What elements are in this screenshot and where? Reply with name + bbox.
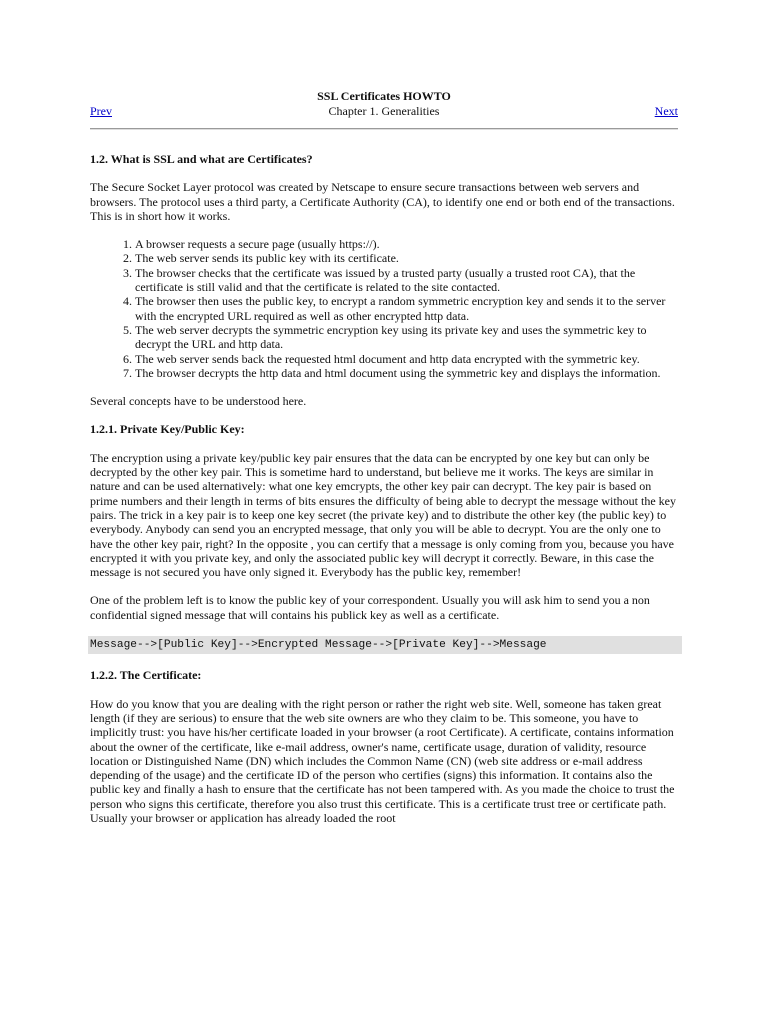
doc-title: SSL Certificates HOWTO — [317, 89, 451, 103]
main-content — [90, 152, 680, 839]
certificate-paragraph: How do you know that you are dealing with the right person or rather the right web site. Well, someone has taken great length (if they are serious) to ensure that the web site owners are who they claim to be. This someone, you have to implicitly trust: you have his/her certificate loaded in your browser (a root Certificate). A certificate, contains information about the owner of the certificate, like e-mail address, owner's name, certificate usage, duration of validity, resource location or Distinguished Name (DN) which includes the Common Name (CN) (web site address or e-mail address depending of the usage) and the certificate ID of the person who certifies (signs) this information. It contains also the public key and finally a hash to ensure that the certificate has not been tampered with. As you made the choice to trust the person who signs this certificate, therefore you also trust this certificate. This is a certificate trust tree or certificate path. Usually your browser or application has already loaded the root — [90, 696, 675, 825]
list-item: 1. A browser requests a secure page (usually https://). — [135, 237, 680, 251]
list-item: 6. The web server sends back the requested html document and http data encrypted with the symmetric key. — [135, 352, 680, 366]
ssl-steps-list — [90, 237, 680, 380]
code-block: Message-->[Public Key]-->Encrypted Message-->[Private Key]-->Message — [88, 636, 682, 654]
next-link[interactable]: Next — [654, 104, 678, 118]
concepts-paragraph: Several concepts have to be understood here. — [90, 394, 307, 409]
subsection-heading-certificate: 1.2.2. The Certificate: — [90, 668, 202, 683]
chapter-title: Chapter 1. Generalities — [328, 104, 440, 118]
list-item: 7. The browser decrypts the http data and html document using the symmetric key and displays the information. — [135, 366, 680, 380]
prev-link[interactable]: Prev — [90, 104, 112, 118]
header-divider — [90, 128, 678, 130]
keys-paragraph-2: One of the problem left is to know the public key of your correspondent. Usually you will ask him to send you a non confidential signed message that will contains his publick key as well as a certificate. — [90, 593, 650, 622]
list-item: 5. The web server decrypts the symmetric encryption key using its private key and uses the symmetric key to decrypt the URL and http data. — [135, 323, 680, 352]
list-item: 3. The browser checks that the certificate was issued by a trusted party (usually a trusted root CA), that the certificate is still valid and that the certificate is related to the site contacted. — [135, 266, 680, 295]
section-intro: The Secure Socket Layer protocol was created by Netscape to ensure secure transactions between web servers and browsers. The protocol uses a third party, a Certificate Authority (CA), to identify one end or both end of the transactions. This is in short how it works. — [90, 180, 675, 223]
list-item: 2. The web server sends its public key with its certificate. — [135, 251, 680, 265]
section-heading: 1.2. What is SSL and what are Certificates? — [90, 152, 313, 166]
keys-paragraph-1: The encryption using a private key/public key pair ensures that the data can be encrypted by one key but can only be decrypted by the other key pair. This is sometime hard to understand, but believe me it works. The keys are similar in nature and can be used alternatively: what one key emcrypts, the other key pair can decrypt. The key pair is based on prime numbers and their length in terms of bits ensures the difficulty of being able to decrypt the message without the key pairs. The trick in a key pair is to keep one key secret (the private key) and to distribute the other key (the public key) to everybody. Anybody can send you an encrypted message, that only you will be able to decrypt. You are the only one to have the other key pair, right? In the opposite , you can certify that a message is only coming from you, because you have encrypted it with you private key, and only the associated public key will decrypt it correctly. Beware, in this case the message is not secured you have only signed it. Everybody has the public key, remember! — [90, 450, 676, 580]
list-item: 4. The browser then uses the public key, to encrypt a random symmetric encryption key and sends it to the server with the encrypted URL required as well as other encrypted http data. — [135, 294, 680, 323]
subsection-heading-keys: 1.2.1. Private Key/Public Key: — [90, 422, 245, 437]
